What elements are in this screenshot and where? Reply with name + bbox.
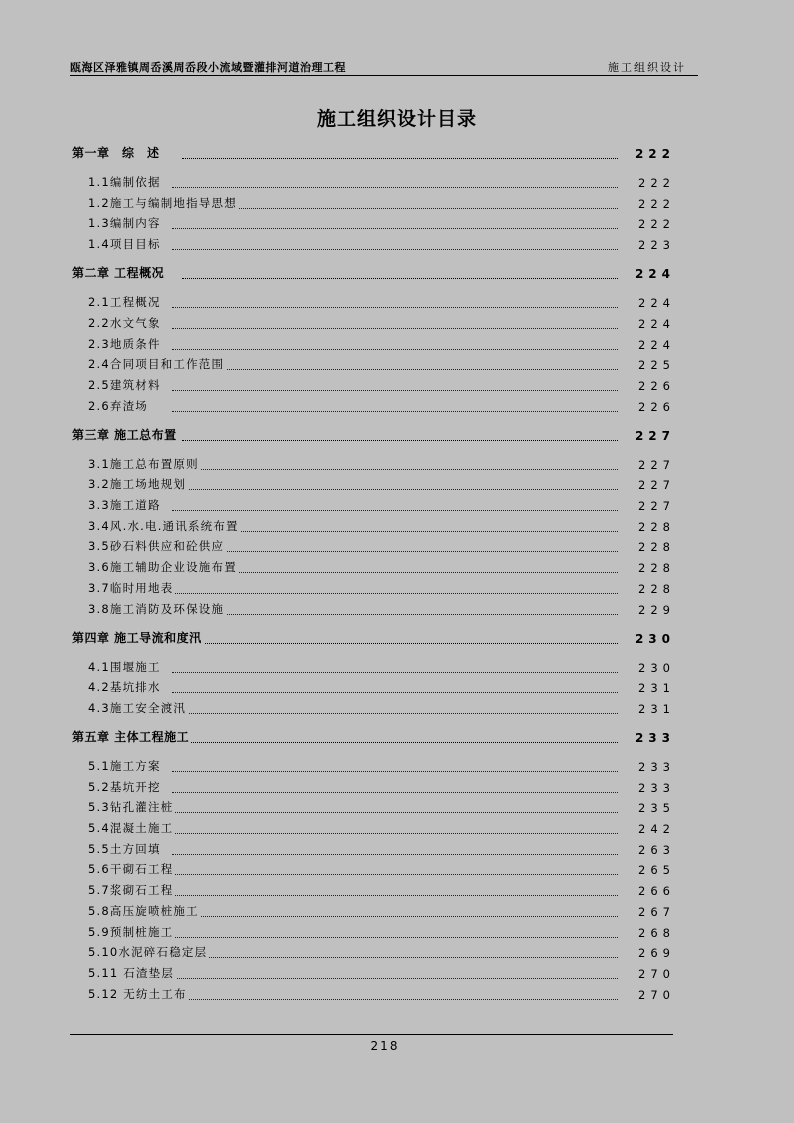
toc-leader-dots	[182, 278, 618, 279]
toc-section-entry[interactable]	[72, 376, 675, 396]
toc-entry-page: 225	[634, 358, 675, 372]
toc-leader-dots	[172, 469, 618, 470]
toc-leader-dots	[172, 551, 618, 552]
page-number: 218	[370, 1039, 400, 1053]
toc-section-entry[interactable]	[72, 314, 675, 334]
toc-leader-dots	[172, 937, 618, 938]
toc-leader-dots	[182, 158, 618, 159]
toc-entry-page: 270	[634, 967, 675, 981]
toc-leader-dots	[172, 874, 618, 875]
toc-leader-dots	[172, 771, 618, 772]
toc-section-entry[interactable]	[72, 600, 675, 620]
toc-chapter-entry[interactable]	[72, 144, 675, 164]
toc-leader-dots	[172, 833, 618, 834]
toc-leader-dots	[172, 328, 618, 329]
toc-entry-label: 1.2施工与编制地指导思想	[88, 195, 237, 210]
toc-entry-page: 226	[634, 379, 675, 393]
toc-entry-page: 222	[634, 197, 675, 211]
toc-entry-page: 235	[634, 801, 675, 815]
toc-section-entry[interactable]	[72, 194, 675, 214]
toc-entry-label: 2.5建筑材料	[88, 377, 161, 392]
toc-chapter-entry[interactable]	[72, 264, 675, 284]
toc-entry-page: 270	[634, 988, 675, 1002]
toc-entry-page: 226	[634, 400, 675, 414]
toc-entry-label: 4.1围堰施工	[88, 659, 161, 674]
toc-entry-page: 267	[634, 905, 675, 919]
toc-section-entry[interactable]	[72, 173, 675, 193]
toc-entry-label: 2.4合同项目和工作范围	[88, 357, 225, 372]
toc-leader-dots	[182, 742, 618, 743]
toc-entry-label: 4.3施工安全渡汛	[88, 700, 187, 715]
toc-entry-label: 2.2水文气象	[88, 315, 161, 330]
toc-leader-dots	[172, 792, 618, 793]
toc-entry-page: 266	[634, 884, 675, 898]
toc-entry-label: 2.1工程概况	[88, 295, 161, 310]
toc-entry-label: 3.4风.水.电.通讯系统布置	[88, 518, 239, 533]
toc-entry-label: 第一章 综 述	[72, 146, 160, 160]
toc-section-entry[interactable]	[72, 798, 675, 818]
toc-section-entry[interactable]	[72, 475, 675, 495]
toc-leader-dots	[172, 510, 618, 511]
toc-entry-page: 227	[634, 478, 675, 492]
toc-entry-page: 265	[634, 863, 675, 877]
toc-section-entry[interactable]	[72, 678, 675, 698]
toc-entry-label: 5.11 石渣垫层	[88, 965, 175, 980]
toc-leader-dots	[172, 692, 618, 693]
toc-leader-dots	[172, 895, 618, 896]
toc-entry-label: 1.4项目目标	[88, 237, 161, 252]
toc-section-entry[interactable]	[72, 293, 675, 313]
toc-entry-page: 224	[634, 338, 675, 352]
toc-entry-page: 231	[634, 681, 675, 695]
toc-entry-label: 5.6干砌石工程	[88, 862, 174, 877]
toc-leader-dots	[172, 489, 618, 490]
toc-entry-page: 224	[631, 267, 675, 281]
toc-entry-label: 1.1编制依据	[88, 175, 161, 189]
toc-entry-page: 231	[634, 702, 675, 716]
toc-section-entry[interactable]	[72, 819, 675, 839]
toc-entry-label: 3.3施工道路	[88, 498, 161, 512]
toc-leader-dots	[172, 978, 618, 979]
toc-entry-label: 3.8施工消防及环保设施	[88, 601, 225, 616]
toc-entry-page: 223	[634, 238, 675, 252]
toc-entry-label: 3.1施工总布置原则	[88, 456, 199, 471]
toc-section-entry[interactable]	[72, 335, 675, 355]
toc-entry-label: 5.7浆砌石工程	[88, 883, 174, 898]
toc-entry-page: 224	[634, 317, 675, 331]
header-project-title: 瓯海区泽雅镇周岙溪周岙段小流域暨灌排河道治理工程	[70, 61, 346, 74]
toc-entry-page: 227	[631, 429, 675, 443]
toc-entry-page: 224	[634, 296, 675, 310]
toc-entry-label: 5.8高压旋喷桩施工	[88, 903, 199, 918]
toc-leader-dots	[172, 228, 618, 229]
toc-entry-label: 1.3编制内容	[88, 216, 161, 231]
toc-leader-dots	[182, 643, 618, 644]
toc-entry-label: 2.6弃渣场	[88, 398, 148, 413]
toc-entry-page: 228	[634, 540, 675, 554]
toc-entry-page: 228	[634, 561, 675, 575]
toc-section-entry[interactable]	[72, 355, 675, 375]
toc-entry-label: 5.3钻孔灌注桩	[88, 800, 174, 815]
toc-entry-label: 3.7临时用地表	[88, 580, 174, 595]
toc-chapter-entry[interactable]	[72, 629, 675, 649]
footer-rule	[70, 1034, 673, 1035]
toc-entry-page: 227	[634, 499, 675, 513]
toc-section-entry[interactable]	[72, 537, 675, 557]
toc-entry-page: 233	[634, 760, 675, 774]
toc-section-entry[interactable]	[72, 455, 675, 475]
toc-entry-page: 230	[634, 661, 675, 675]
toc-section-entry[interactable]	[72, 517, 675, 537]
toc-leader-dots	[172, 614, 618, 615]
toc-entry-page: 222	[634, 176, 675, 190]
toc-entry-label: 第二章 工程概况	[72, 266, 165, 281]
toc-entry-page: 242	[634, 822, 675, 836]
toc-entry-label: 第五章 主体工程施工	[72, 729, 190, 744]
toc-section-entry[interactable]	[72, 579, 675, 599]
toc-leader-dots	[172, 411, 618, 412]
toc-entry-label: 4.2基坑排水	[88, 680, 161, 695]
toc-entry-label: 第四章 施工导流和度汛	[72, 630, 202, 645]
toc-section-entry[interactable]	[72, 923, 675, 943]
toc-chapter-entry[interactable]	[72, 728, 675, 748]
toc-entry-page: 230	[631, 632, 675, 646]
toc-entry-page: 229	[634, 603, 675, 617]
toc-entry-page: 233	[631, 731, 675, 745]
toc-entry-page: 222	[634, 217, 675, 231]
toc-section-entry[interactable]	[72, 985, 675, 1005]
toc-section-entry[interactable]	[72, 902, 675, 922]
toc-leader-dots	[172, 713, 618, 714]
toc-leader-dots	[172, 349, 618, 350]
toc-title: 施工组织设计目录	[316, 108, 477, 130]
toc-section-entry[interactable]	[72, 943, 675, 963]
toc-section-entry[interactable]	[72, 860, 675, 880]
toc-leader-dots	[172, 916, 618, 917]
toc-entry-label: 2.3地质条件	[88, 336, 161, 351]
toc-leader-dots	[172, 369, 618, 370]
toc-entry-label: 5.5土方回填	[88, 841, 161, 856]
toc-entry-label: 5.10水泥碎石稳定层	[88, 945, 208, 960]
toc-leader-dots	[172, 572, 618, 573]
toc-entry-page: 269	[634, 946, 675, 960]
toc-leader-dots	[182, 440, 618, 441]
toc-leader-dots	[172, 854, 618, 855]
toc-section-entry[interactable]	[72, 658, 675, 678]
toc-section-entry[interactable]	[72, 496, 675, 516]
toc-section-entry[interactable]	[72, 397, 675, 417]
toc-section-entry[interactable]	[72, 964, 675, 984]
toc-section-entry[interactable]	[72, 235, 675, 255]
toc-entry-page: 268	[634, 926, 675, 940]
toc-leader-dots	[172, 812, 618, 813]
toc-section-entry[interactable]	[72, 881, 675, 901]
toc-entry-page: 228	[634, 582, 675, 596]
toc-leader-dots	[172, 593, 618, 594]
toc-chapter-entry[interactable]	[72, 426, 675, 446]
toc-entry-label: 3.2施工场地规划	[88, 477, 187, 492]
toc-section-entry[interactable]	[72, 840, 675, 860]
toc-leader-dots	[172, 957, 618, 958]
toc-leader-dots	[172, 672, 618, 673]
toc-entry-page: 228	[634, 520, 675, 534]
toc-entry-page: 227	[634, 458, 675, 472]
toc-section-entry[interactable]	[72, 757, 675, 777]
toc-entry-label: 5.9预制桩施工	[88, 924, 174, 939]
toc-leader-dots	[172, 999, 618, 1000]
table-of-contents	[72, 0, 675, 1123]
toc-entry-page: 263	[634, 843, 675, 857]
toc-section-entry[interactable]	[72, 778, 675, 798]
toc-entry-label: 5.1施工方案	[88, 758, 161, 773]
toc-leader-dots	[172, 249, 618, 250]
toc-entry-label: 5.12 无纺土工布	[88, 986, 187, 1001]
toc-entry-label: 5.4混凝土施工	[88, 821, 174, 835]
toc-leader-dots	[172, 307, 618, 308]
toc-entry-page: 222	[631, 147, 675, 161]
toc-section-entry[interactable]	[72, 558, 675, 578]
toc-section-entry[interactable]	[72, 214, 675, 234]
toc-entry-label: 3.5砂石料供应和砼供应	[88, 539, 225, 554]
toc-leader-dots	[172, 390, 618, 391]
toc-entry-label: 3.6施工辅助企业设施布置	[88, 560, 237, 575]
toc-entry-label: 5.2基坑开挖	[88, 779, 161, 794]
toc-leader-dots	[172, 208, 618, 209]
toc-entry-page: 233	[634, 781, 675, 795]
toc-section-entry[interactable]	[72, 699, 675, 719]
header-doc-type: 施工组织设计	[608, 61, 686, 74]
toc-leader-dots	[172, 187, 618, 188]
toc-entry-label: 第三章 施工总布置	[72, 427, 177, 442]
